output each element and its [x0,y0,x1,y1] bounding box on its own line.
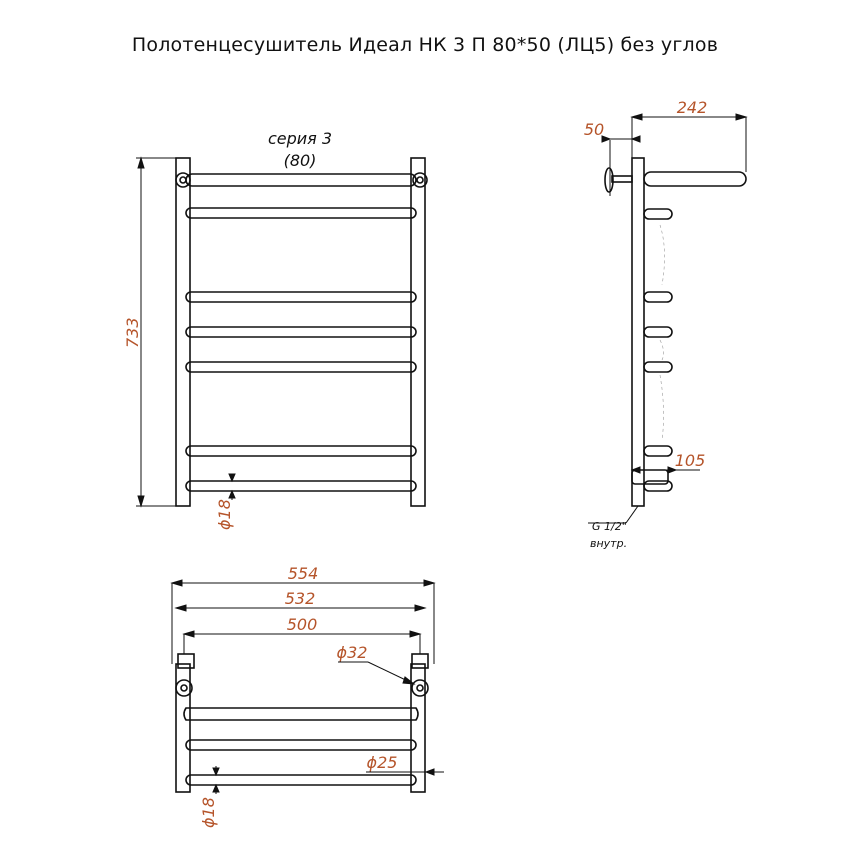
side-rungs [644,209,672,491]
rung [186,327,416,337]
pipe-diameter-leader [338,662,414,684]
total-width-label: 554 [287,564,319,583]
thread-label: G 1/2" [592,520,627,533]
top-shelf-bar [184,708,418,720]
rung [186,481,416,491]
rung [186,446,416,456]
drawing-title: Полотенцесушитель Идеал НК 3 П 80*50 (ЛЦ5) без углов [131,34,719,56]
rungs [186,208,416,491]
wall-offset-label: 50 [583,120,605,139]
side-guides [660,225,665,440]
rung-diameter-top-label: ϕ18 [199,797,218,828]
series-label: серия 3 [267,129,333,148]
thread-note: внутр. [590,537,628,550]
height-label: 733 [123,317,142,348]
side-top-bar [644,172,746,186]
bar-diameter-label: ϕ25 [366,753,398,772]
side-vertical-tube [632,158,644,506]
rung [186,208,416,218]
wall-mount-stem [612,176,632,182]
top-bar [186,174,416,186]
tube-width-label: 532 [284,589,316,608]
depth-dimension [602,114,746,172]
height-dimension [136,158,176,506]
depth-label: 242 [676,98,708,117]
rung [186,292,416,302]
connection-offset-label: 105 [674,451,706,470]
top-left-boss [178,654,194,668]
series-value: (80) [283,151,317,170]
right-vertical-tube [411,158,425,506]
left-vertical-tube [176,158,190,506]
wall-bracket-left-inner [180,177,186,183]
rung [186,362,416,372]
rung-diameter-front-leader [229,474,235,500]
top-bar-2 [186,740,416,750]
top-bar-3 [186,775,416,785]
rung-diameter-front-label: ϕ18 [215,499,234,530]
front-view [176,158,427,506]
rung-diameter-top-leader [213,766,219,794]
center-distance-label: 500 [286,615,318,634]
wall-bracket-right-inner [417,177,423,183]
wall-bracket-left [176,173,190,187]
pipe-diameter-label: ϕ32 [336,643,368,662]
